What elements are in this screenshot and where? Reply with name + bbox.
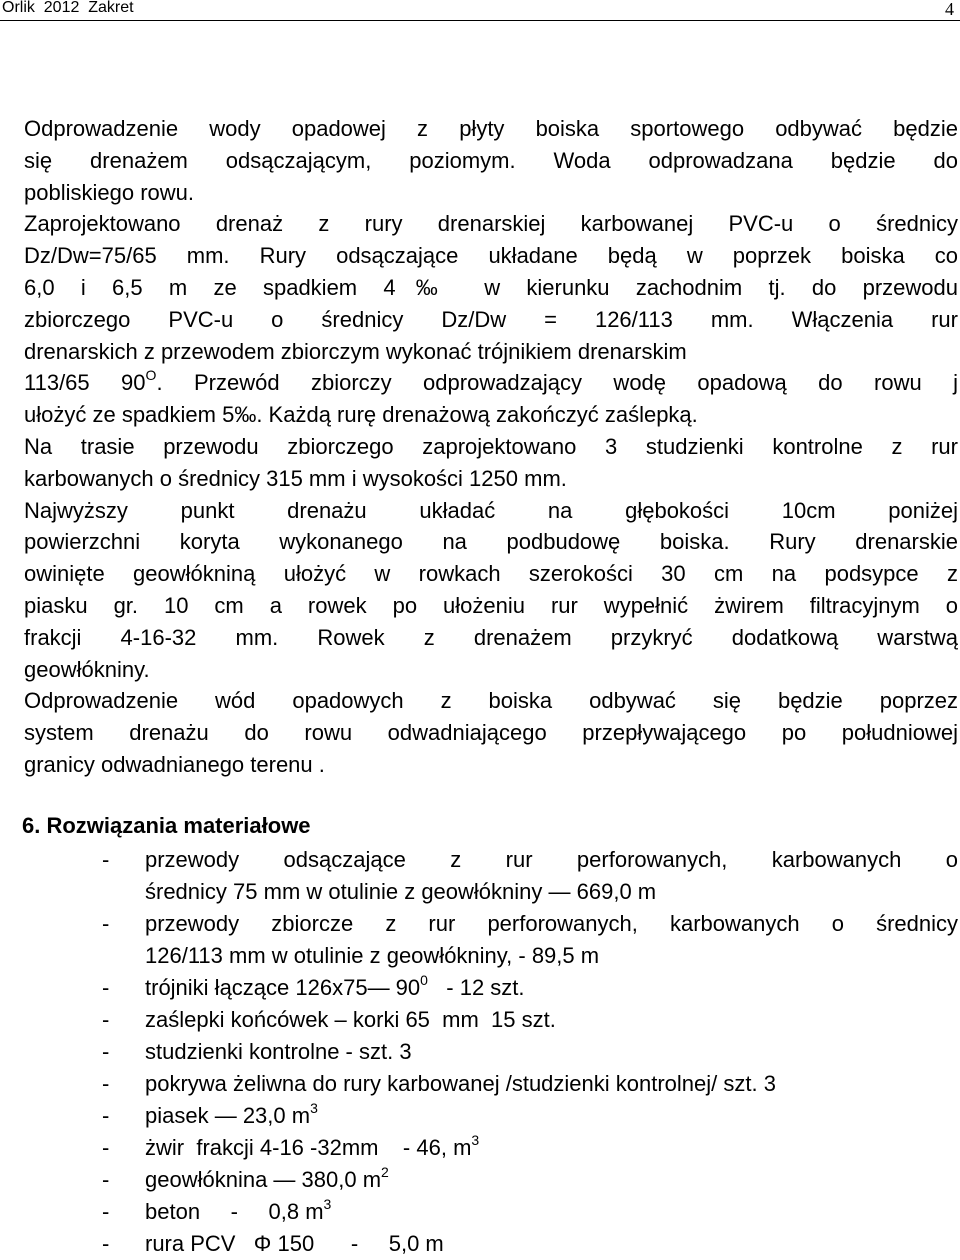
list-item: [0, 908, 958, 972]
list-item-text: zaślepki końcówek – korki 65 mm 15 szt.: [145, 1007, 556, 1032]
paragraph-line: Odprowadzenie wód opadowych z boiska odbywać się będzie poprzez: [24, 688, 958, 714]
list-item-text: przewody zbiorcze z rur perforowanych, karbowanych o średnicy: [145, 911, 958, 936]
list-dash: -: [102, 1231, 110, 1256]
text-span: geowłóknina — 380,0 m: [145, 1167, 382, 1192]
list-dash: -: [102, 975, 110, 1000]
paragraph-line: drenarskich z przewodem zbiorczym wykonać trójnikiem drenarskim: [24, 338, 687, 364]
text-span: . Przewód zbiorczy odprowadzający wodę opadową do rowu j: [156, 370, 958, 396]
list-item: [0, 1100, 958, 1132]
materials-list: [0, 844, 958, 1260]
paragraph-line: Najwyższy punkt drenażu układać na głębokości 10cm poniżej: [24, 497, 958, 523]
list-item: [0, 1132, 958, 1164]
section-heading: 6. Rozwiązania materiałowe: [22, 813, 311, 838]
list-dash: -: [102, 1167, 110, 1192]
text-span: beton - 0,8 m: [145, 1199, 324, 1224]
paragraph-line: 6,0 i 6,5 m ze spadkiem 4‰ w kierunku zachodnim tj. do przewodu: [24, 274, 958, 300]
list-dash: -: [102, 1039, 110, 1064]
text-span: trójniki łączące 126x75— 90: [145, 975, 421, 1000]
text-span: żwir frakcji 4-16 -32mm - 46, m: [145, 1135, 472, 1160]
text-span: - 12 szt.: [427, 975, 525, 1000]
exponent-superscript: 3: [323, 1196, 332, 1212]
paragraph-line: geowłókniny.: [24, 656, 150, 682]
list-item: [0, 1196, 958, 1228]
list-dash: -: [102, 847, 110, 872]
page-header: [0, 0, 960, 21]
list-item-text: [145, 1132, 958, 1164]
list-item-text: średnicy 75 mm w otulinie z geowłókniny — 669,0 m: [145, 879, 657, 904]
list-item: [0, 1036, 958, 1068]
text-span: 113/65 90: [24, 370, 146, 396]
paragraph-line: system drenażu do rowu odwadniającego przepływającego po południowej: [24, 720, 958, 746]
list-dash: -: [102, 1199, 110, 1224]
list-dash: -: [102, 1103, 110, 1128]
list-item-text: [145, 1196, 958, 1228]
document-body: [24, 113, 958, 781]
degree-superscript: O: [145, 367, 157, 384]
paragraph-line: piasku gr. 10 cm a rowek po ułożeniu rur wypełnić żwirem filtracyjnym o: [24, 592, 958, 618]
list-item: [0, 1164, 958, 1196]
header-title: Orlik 2012 Zakret: [2, 0, 134, 16]
paragraph-line: ułożyć ze spadkiem 5‰. Każdą rurę drenażową zakończyć zaślepką.: [24, 402, 698, 428]
paragraph-line: się drenażem odsączającym, poziomym. Woda odprowadzana będzie do: [24, 147, 958, 173]
text-span: piasek — 23,0 m: [145, 1103, 311, 1128]
paragraph-line: granicy odwadnianego terenu .: [24, 751, 325, 777]
list-dash: -: [102, 1071, 110, 1096]
list-item-text: [145, 1100, 958, 1132]
paragraph-line: pobliskiego rowu.: [24, 179, 194, 205]
exponent-superscript: 2: [381, 1164, 389, 1180]
page-number: 4: [945, 0, 954, 19]
list-item: [0, 844, 958, 908]
list-item: [0, 1228, 958, 1260]
exponent-superscript: 3: [471, 1132, 480, 1148]
paragraph-line: [24, 367, 958, 399]
list-item: [0, 1068, 958, 1100]
paragraph-line: Odprowadzenie wody opadowej z płyty boiska sportowego odbywać będzie: [24, 116, 958, 141]
list-item-text: studzienki kontrolne - szt. 3: [145, 1039, 412, 1064]
paragraph-line: Dz/Dw=75/65 mm. Rury odsączające układane będą w poprzek boiska co: [24, 243, 958, 269]
list-item: [0, 972, 958, 1004]
paragraph-line: zbiorczego PVC-u o średnicy Dz/Dw = 126/113 mm. Włączenia rur: [24, 306, 958, 332]
paragraph-line: Zaprojektowano drenaż z rury drenarskiej karbowanej PVC-u o średnicy: [24, 211, 958, 237]
paragraph-line: karbowanych o średnicy 315 mm i wysokości 1250 mm.: [24, 465, 567, 491]
paragraph-line: frakcji 4-16-32 mm. Rowek z drenażem przykryć dodatkową warstwą: [24, 624, 958, 650]
list-item-text: pokrywa żeliwna do rury karbowanej /studzienki kontrolnej/ szt. 3: [145, 1071, 776, 1096]
list-item-text: 126/113 mm w otulinie z geowłókniny, - 89,5 m: [145, 943, 600, 968]
degree-superscript: 0: [420, 972, 428, 988]
list-item-text: rura PCV Φ 150 - 5,0 m: [145, 1231, 444, 1256]
paragraph-line: owinięte geowłókniną ułożyć w rowkach szerokości 30 cm na podsypce z: [24, 561, 958, 587]
paragraph-line: powierzchni koryta wykonanego na podbudowę boiska. Rury drenarskie: [24, 529, 958, 555]
list-item-text: [145, 972, 958, 1004]
list-dash: -: [102, 1007, 110, 1032]
list-item-text: [145, 1164, 958, 1196]
list-dash: -: [102, 1135, 110, 1160]
list-item-text: przewody odsączające z rur perforowanych, karbowanych o: [145, 847, 958, 872]
list-item: [0, 1004, 958, 1036]
paragraph-line: Na trasie przewodu zbiorczego zaprojektowano 3 studzienki kontrolne z rur: [24, 433, 958, 459]
list-dash: -: [102, 911, 110, 936]
exponent-superscript: 3: [310, 1100, 318, 1116]
